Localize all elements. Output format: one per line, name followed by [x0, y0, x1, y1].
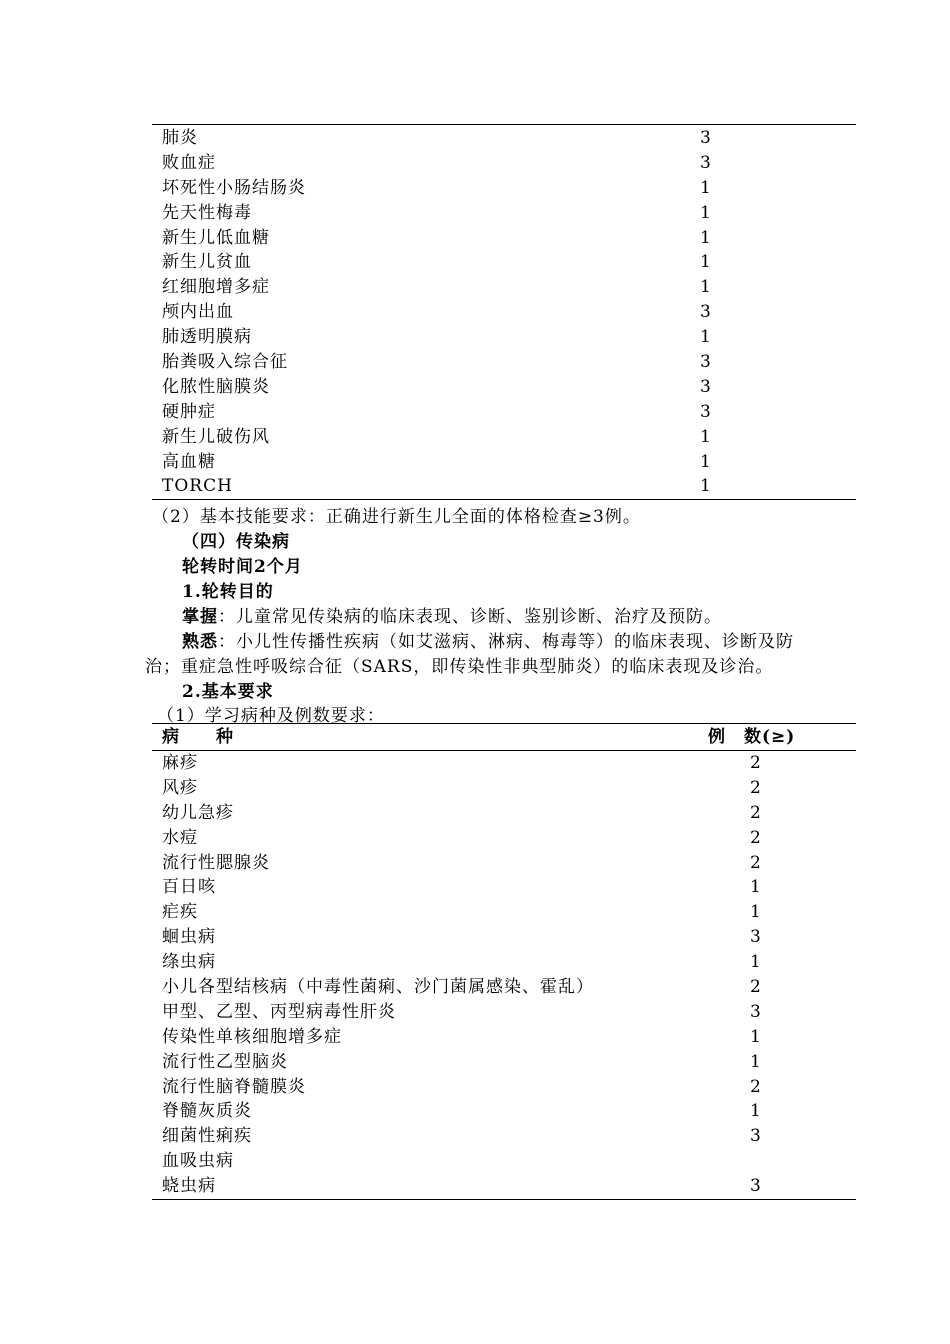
case-count: 1	[700, 277, 711, 298]
requirements-title: 2.基本要求	[182, 682, 274, 702]
table-row	[152, 425, 856, 450]
disease-name: 绦虫病	[162, 952, 216, 973]
table-row	[152, 375, 856, 400]
disease-name: 血吸虫病	[162, 1151, 234, 1172]
case-count: 3	[750, 1126, 761, 1147]
case-count: 1	[750, 1101, 761, 1122]
familiar-continuation: 治；重症急性呼吸综合征（SARS，即传染性非典型肺炎）的临床表现及诊治。	[145, 657, 774, 677]
case-count: 2	[750, 777, 761, 798]
table-body	[152, 751, 856, 1199]
table-row	[152, 1025, 856, 1050]
disease-name: 新生儿破伤风	[162, 426, 270, 447]
case-count: 3	[700, 352, 711, 373]
familiar-label: 熟悉	[182, 632, 218, 652]
table-row	[152, 400, 856, 425]
table-row	[152, 226, 856, 251]
disease-name: 先天性梅毒	[162, 202, 252, 223]
disease-name: 流行性脑脊髓膜炎	[162, 1076, 306, 1097]
table-row	[152, 325, 856, 350]
table-row	[152, 751, 856, 776]
case-count: 2	[750, 753, 761, 773]
case-count: 1	[750, 952, 761, 973]
disease-name: TORCH	[162, 476, 233, 497]
case-count: 3	[750, 1176, 761, 1197]
table-row	[152, 275, 856, 300]
section-title: （四）传染病	[182, 532, 290, 552]
disease-name: 蛔虫病	[162, 927, 216, 948]
case-count: 2	[750, 802, 761, 823]
disease-name: 高血糖	[162, 451, 216, 472]
case-count: 1	[700, 202, 711, 223]
case-count: 1	[700, 476, 711, 497]
table-row	[152, 851, 856, 876]
table-row	[152, 826, 856, 851]
case-count: 1	[700, 177, 711, 198]
case-count: 1	[750, 1026, 761, 1047]
table-row	[152, 1075, 856, 1100]
case-count: 2	[750, 977, 761, 998]
table-row	[152, 1050, 856, 1075]
table-row	[152, 300, 856, 325]
disease-name: 新生儿贫血	[162, 252, 252, 273]
table-row	[152, 176, 856, 201]
case-count: 1	[700, 451, 711, 472]
case-count: 1	[700, 227, 711, 248]
disease-name: 流行性腮腺炎	[162, 852, 270, 873]
table-row	[152, 875, 856, 900]
case-count: 3	[700, 128, 711, 148]
case-count: 3	[750, 927, 761, 948]
table-row	[152, 1000, 856, 1025]
disease-name: 幼儿急疹	[162, 802, 234, 823]
table-row	[152, 975, 856, 1000]
table-row	[152, 250, 856, 275]
disease-name: 红细胞增多症	[162, 277, 270, 298]
disease-name: 百日咳	[162, 877, 216, 898]
header-disease: 病 种	[162, 727, 234, 747]
familiar-paragraph	[182, 627, 794, 652]
master-text: ：儿童常见传染病的临床表现、诊断、鉴别诊断、治疗及预防。	[218, 607, 722, 627]
table-header	[152, 724, 856, 751]
table-row	[152, 1174, 856, 1199]
table-row	[152, 474, 856, 499]
infectious-disease-table	[152, 723, 856, 1200]
rotation-time: 轮转时间2个月	[182, 557, 303, 577]
table-row	[152, 801, 856, 826]
case-count: 3	[700, 152, 711, 173]
case-count: 2	[750, 852, 761, 873]
disease-name: 甲型、乙型、丙型病毒性肝炎	[162, 1001, 396, 1022]
table-row	[152, 900, 856, 925]
disease-name: 化脓性脑膜炎	[162, 376, 270, 397]
disease-name: 肺炎	[162, 128, 198, 148]
case-count: 3	[700, 401, 711, 422]
case-count: 2	[750, 1076, 761, 1097]
neonatal-disease-table	[152, 124, 856, 500]
disease-name: 小儿各型结核病（中毒性菌痢、沙门菌属感染、霍乱）	[162, 977, 594, 998]
case-count: 2	[750, 827, 761, 848]
table-row	[152, 1149, 856, 1174]
case-count: 3	[700, 302, 711, 323]
table-row	[152, 776, 856, 801]
case-count: 1	[750, 902, 761, 923]
disease-name: 细菌性痢疾	[162, 1126, 252, 1147]
disease-name: 脊髓灰质炎	[162, 1101, 252, 1122]
disease-name: 颅内出血	[162, 302, 234, 323]
purpose-title: 1.轮转目的	[182, 582, 274, 602]
disease-name: 麻疹	[162, 753, 198, 773]
disease-name: 疟疾	[162, 902, 198, 923]
familiar-text: ：小儿性传播性疾病（如艾滋病、淋病、梅毒等）的临床表现、诊断及防	[218, 632, 794, 652]
case-count: 1	[700, 252, 711, 273]
disease-name: 胎粪吸入综合征	[162, 352, 288, 373]
learning-requirement: （1）学习病种及例数要求：	[157, 706, 385, 726]
disease-name: 蛲虫病	[162, 1176, 216, 1197]
disease-name: 流行性乙型脑炎	[162, 1051, 288, 1072]
disease-name: 传染性单核细胞增多症	[162, 1026, 342, 1047]
case-count: 1	[700, 426, 711, 447]
disease-name: 风疹	[162, 777, 198, 798]
disease-name: 新生儿低血糖	[162, 227, 270, 248]
table-row	[152, 350, 856, 375]
table-row	[152, 151, 856, 176]
disease-name: 坏死性小肠结肠炎	[162, 177, 306, 198]
disease-name: 肺透明膜病	[162, 327, 252, 348]
case-count: 1	[700, 327, 711, 348]
master-paragraph	[182, 602, 722, 627]
master-label: 掌握	[182, 607, 218, 627]
skill-requirement: （2）基本技能要求：正确进行新生儿全面的体格检查≥3例。	[152, 507, 641, 527]
disease-name: 水痘	[162, 827, 198, 848]
case-count: 3	[700, 376, 711, 397]
case-count: 3	[750, 1001, 761, 1022]
table-row	[152, 126, 856, 151]
table-row	[152, 450, 856, 475]
case-count: 1	[750, 1051, 761, 1072]
header-count: 例 数(≥)	[708, 727, 796, 747]
disease-name: 硬肿症	[162, 401, 216, 422]
table-row	[152, 1099, 856, 1124]
table-row	[152, 1124, 856, 1149]
disease-name: 败血症	[162, 152, 216, 173]
case-count: 1	[750, 877, 761, 898]
table-row	[152, 950, 856, 975]
table-row	[152, 201, 856, 226]
table-row	[152, 925, 856, 950]
